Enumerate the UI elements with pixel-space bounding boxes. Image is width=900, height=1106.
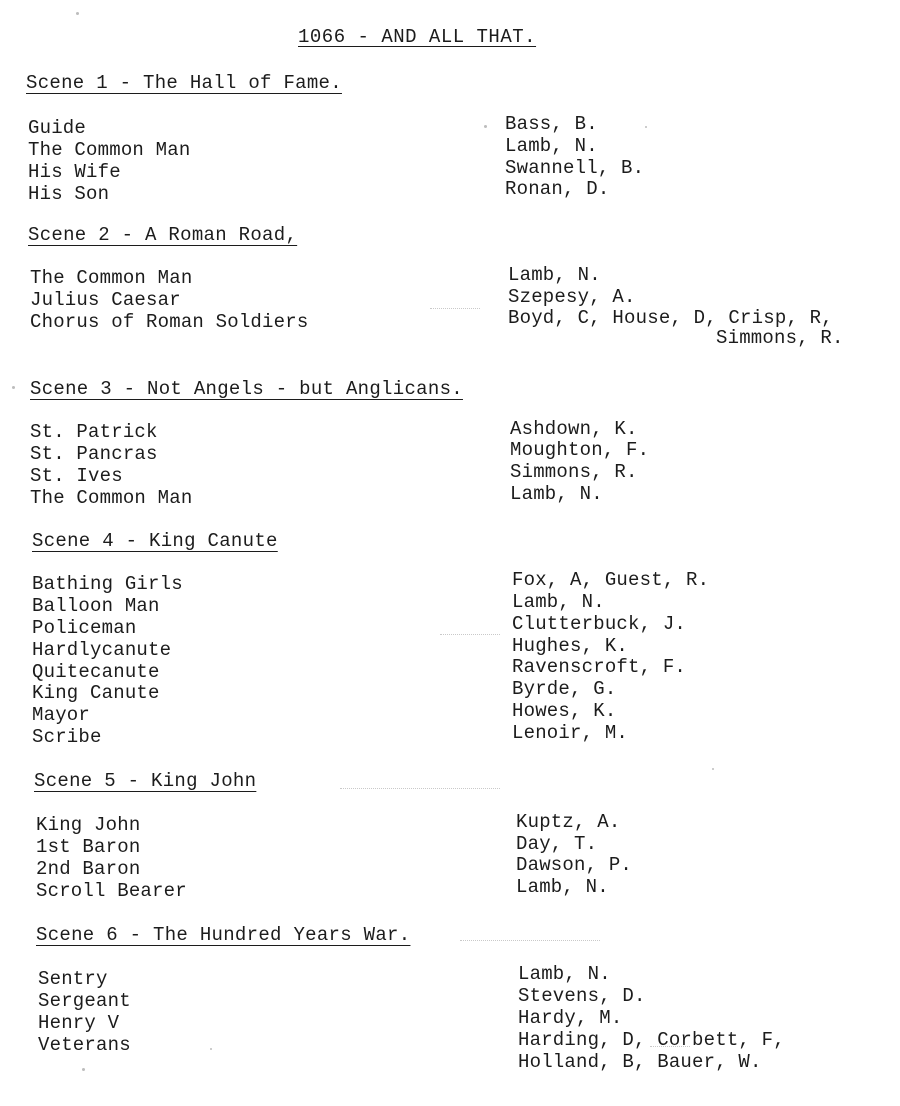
scene-1-heading: Scene 1 - The Hall of Fame.: [26, 72, 342, 94]
scene-6-actor: Lamb, N.: [518, 963, 611, 985]
scan-speck: [484, 125, 487, 128]
scene-3-heading: Scene 3 - Not Angels - but Anglicans.: [30, 378, 463, 400]
scene-6-actor: Holland, B, Bauer, W.: [518, 1051, 762, 1073]
scene-5-actor: Day, T.: [516, 833, 598, 855]
scene-4-actor: Lenoir, M.: [512, 722, 629, 744]
scene-3-actor: Lamb, N.: [510, 483, 603, 505]
scan-speck: [645, 126, 647, 128]
scan-smudge: [340, 788, 500, 789]
scan-speck: [12, 386, 15, 389]
scene-4-role: Hardlycanute: [32, 639, 172, 661]
scene-3-actor: Ashdown, K.: [510, 418, 638, 440]
scene-4-actor: Hughes, K.: [512, 635, 629, 657]
scene-1-role: His Son: [28, 183, 110, 205]
scene-2-actor: Szepesy, A.: [508, 286, 636, 308]
scene-5-actor: Dawson, P.: [516, 854, 633, 876]
scene-3-role: St. Patrick: [30, 421, 158, 443]
scan-smudge: [440, 634, 500, 635]
scene-6-actor: Harding, D, Corbett, F,: [518, 1029, 785, 1051]
scene-1-actor: Ronan, D.: [505, 178, 610, 200]
scene-5-role: 2nd Baron: [36, 858, 141, 880]
scene-4-actor: Clutterbuck, J.: [512, 613, 687, 635]
scene-6-role: Sergeant: [38, 990, 131, 1012]
scene-1-actor: Bass, B.: [505, 113, 598, 135]
scan-smudge: [460, 940, 600, 941]
scene-4-actor: Byrde, G.: [512, 678, 617, 700]
scene-1-actor: Lamb, N.: [505, 135, 598, 157]
scene-4-role: King Canute: [32, 682, 160, 704]
scene-3-role: St. Pancras: [30, 443, 158, 465]
scene-6-role: Sentry: [38, 968, 108, 990]
scene-2-role: The Common Man: [30, 267, 193, 289]
scene-4-role: Quitecanute: [32, 661, 160, 683]
scene-6-role: Henry V: [38, 1012, 120, 1034]
scene-6-heading: Scene 6 - The Hundred Years War.: [36, 924, 411, 946]
scene-6-actor: Stevens, D.: [518, 985, 646, 1007]
scene-5-actor: Kuptz, A.: [516, 811, 621, 833]
scene-6-actor: Hardy, M.: [518, 1007, 623, 1029]
scene-1-role: Guide: [28, 117, 87, 139]
scan-speck: [210, 1048, 212, 1050]
scene-5-actor: Lamb, N.: [516, 876, 609, 898]
scan-speck: [82, 1068, 85, 1071]
scene-5-role: 1st Baron: [36, 836, 141, 858]
scene-4-actor: Ravenscroft, F.: [512, 656, 687, 678]
scene-5-role: King John: [36, 814, 141, 836]
scene-2-heading: Scene 2 - A Roman Road,: [28, 224, 298, 246]
scan-smudge: [650, 1046, 690, 1047]
scene-4-heading: Scene 4 - King Canute: [32, 530, 278, 552]
scan-speck: [76, 12, 79, 15]
scene-2-actor: Lamb, N.: [508, 264, 601, 286]
scene-2-actor: Simmons, R.: [716, 327, 844, 349]
scene-4-actor: Fox, A, Guest, R.: [512, 569, 710, 591]
scene-2-actor: Boyd, C, House, D, Crisp, R,: [508, 307, 833, 329]
scan-smudge: [430, 308, 480, 309]
scene-1-role: The Common Man: [28, 139, 191, 161]
scene-4-actor: Lamb, N.: [512, 591, 605, 613]
scene-6-role: Veterans: [38, 1034, 131, 1056]
scene-3-role: St. Ives: [30, 465, 123, 487]
scene-4-role: Bathing Girls: [32, 573, 183, 595]
scan-speck: [712, 768, 714, 770]
scene-2-role: Chorus of Roman Soldiers: [30, 311, 309, 333]
document-title: 1066 - AND ALL THAT.: [298, 26, 537, 48]
scene-4-actor: Howes, K.: [512, 700, 617, 722]
scene-4-role: Policeman: [32, 617, 137, 639]
scene-5-role: Scroll Bearer: [36, 880, 187, 902]
scene-3-actor: Simmons, R.: [510, 461, 638, 483]
scene-4-role: Balloon Man: [32, 595, 160, 617]
scene-4-role: Mayor: [32, 704, 91, 726]
scene-3-actor: Moughton, F.: [510, 439, 650, 461]
scene-1-actor: Swannell, B.: [505, 157, 645, 179]
scene-2-role: Julius Caesar: [30, 289, 181, 311]
scene-3-role: The Common Man: [30, 487, 193, 509]
scene-4-role: Scribe: [32, 726, 102, 748]
scene-5-heading: Scene 5 - King John: [34, 770, 257, 792]
scene-1-role: His Wife: [28, 161, 121, 183]
